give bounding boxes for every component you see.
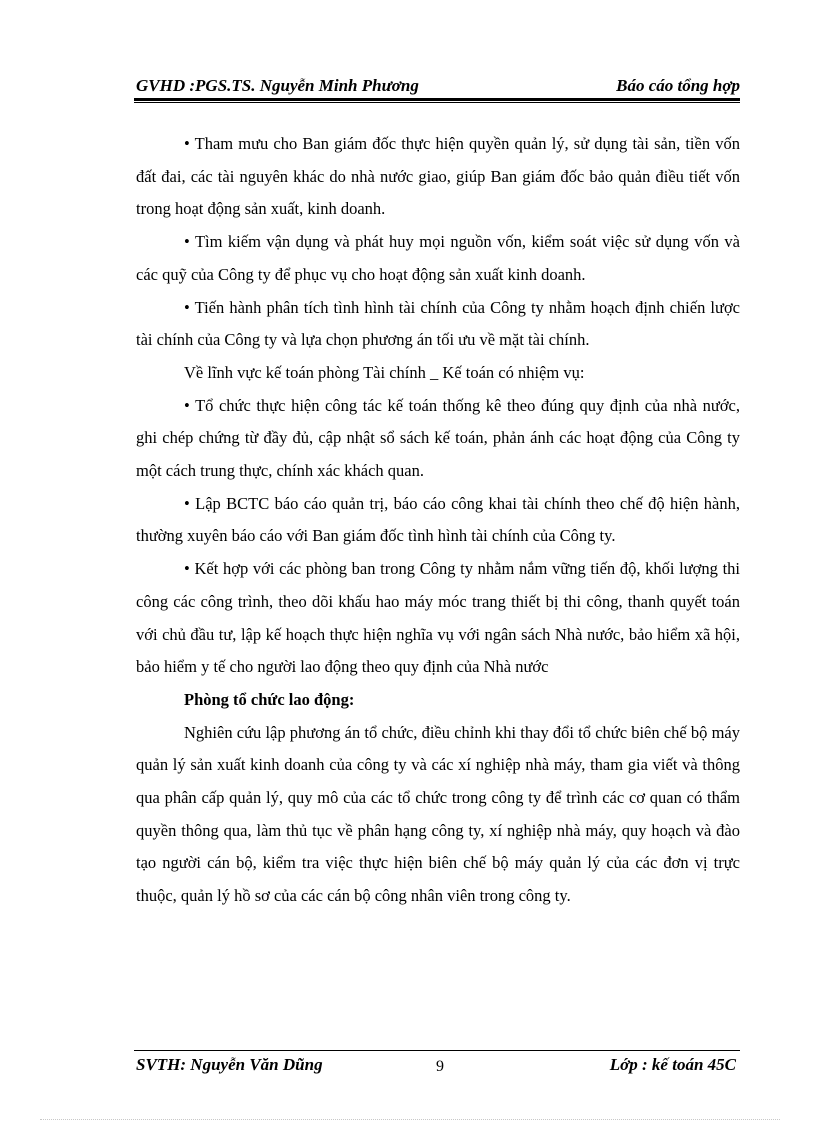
paragraph-5: • Tổ chức thực hiện công tác kế toán thống kê theo đúng quy định của nhà nước, ghi chép chứng từ đầy đủ, cập nhật sổ sách kế toán, phản ánh các hoạt động của Công ty một cách trung thực, chính xác khách quan.	[136, 390, 740, 488]
header-divider	[134, 98, 740, 101]
page-number: 9	[436, 1058, 444, 1075]
header-divider-thin	[134, 102, 740, 103]
paragraph-3: • Tiến hành phân tích tình hình tài chính của Công ty nhằm hoạch định chiến lược tài chính của Công ty và lựa chọn phương án tối ưu về mặt tài chính.	[136, 292, 740, 357]
page-header	[136, 70, 740, 96]
page-footer	[136, 1053, 740, 1081]
paragraph-6: • Lập BCTC báo cáo quản trị, báo cáo công khai tài chính theo chế độ hiện hành, thường xuyên báo cáo với Ban giám đốc tình hình tài chính của Công ty.	[136, 488, 740, 553]
section-heading: Phòng tổ chức lao động:	[184, 689, 355, 709]
document-body	[136, 128, 740, 913]
paragraph-7: • Kết hợp với các phòng ban trong Công ty nhằm nắm vững tiến độ, khối lượng thi công các công trình, theo dõi khấu hao máy móc trang thiết bị thi công, thanh quyết toán với chủ đầu tư, lập kế hoạch thực hiện nghĩa vụ với ngân sách Nhà nước, bảo hiểm xã hội, bảo hiểm y tế cho người lao động theo quy định của Nhà nước	[136, 553, 740, 684]
paragraph-1: • Tham mưu cho Ban giám đốc thực hiện quyền quản lý, sử dụng tài sản, tiền vốn đất đai, các tài nguyên khác do nhà nước giao, giúp Ban giám đốc bảo quản điều tiết vốn trong hoạt động sản xuất, kinh doanh.	[136, 128, 740, 226]
paragraph-8: Nghiên cứu lập phương án tổ chức, điều chỉnh khi thay đổi tổ chức biên chế bộ máy quản lý sản xuất kinh doanh của công ty và các xí nghiệp nhà máy, tham gia viết và thông qua phân cấp quản lý, quy mô của các tổ chức trong công ty để trình các cơ quan có thẩm quyền thông qua, làm thủ tục về phân hạng công ty, xí nghiệp nhà máy, quy hoạch và đào tạo người cán bộ, kiểm tra việc thực hiện biên chế bộ máy quản lý của các đơn vị trực thuộc, quản lý hồ sơ của các cán bộ công nhân viên trong công ty.	[136, 722, 740, 906]
paragraph-4: Về lĩnh vực kế toán phòng Tài chính _ Kế toán có nhiệm vụ:	[184, 362, 585, 382]
header-supervisor: GVHD :PGS.TS. Nguyễn Minh Phương	[136, 76, 419, 95]
header-report-title: Báo cáo tổng hợp	[616, 76, 740, 95]
footer-student: SVTH: Nguyễn Văn Dũng	[136, 1055, 323, 1074]
footer-divider	[134, 1050, 740, 1051]
page-edge-dotted-line	[40, 1119, 780, 1120]
paragraph-2: • Tìm kiếm vận dụng và phát huy mọi nguồn vốn, kiểm soát việc sử dụng vốn và các quỹ của Công ty để phục vụ cho hoạt động sản xuất kinh doanh.	[136, 226, 740, 291]
footer-class: Lớp : kế toán 45C	[609, 1055, 736, 1074]
